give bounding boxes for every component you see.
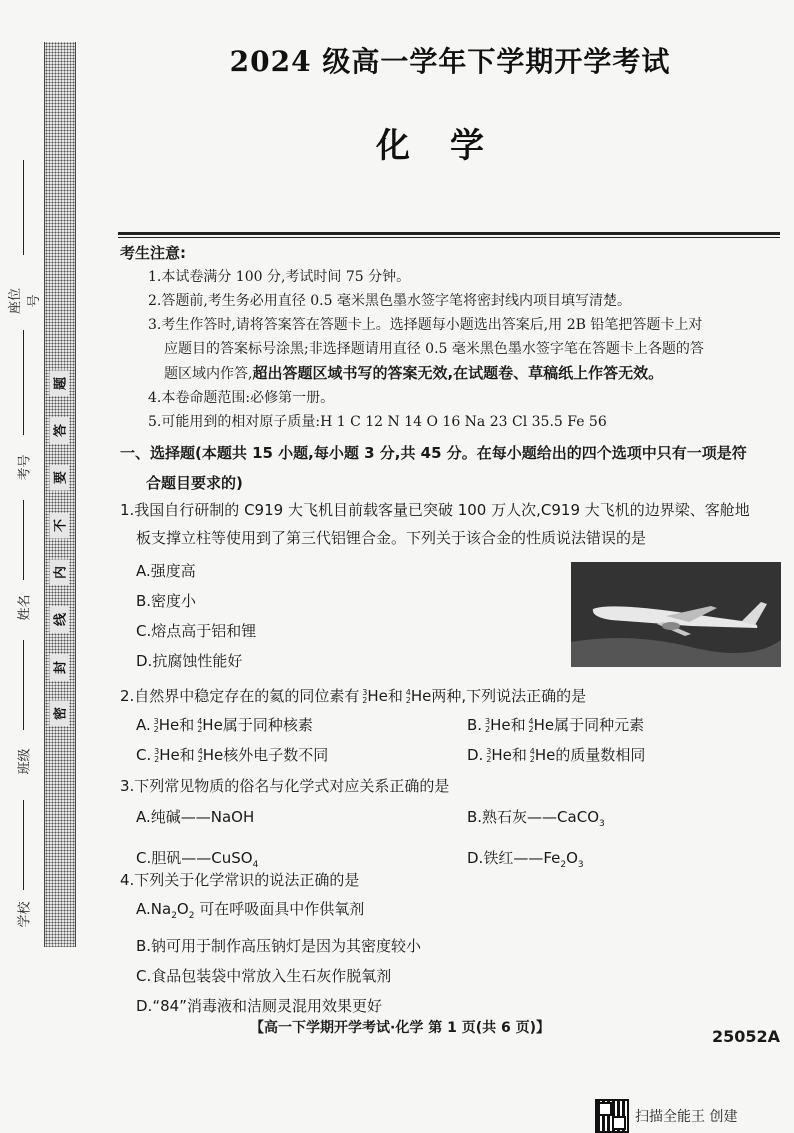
- section-heading: [120, 438, 782, 498]
- mass-4: 4: [529, 746, 535, 756]
- name-label: 姓名: [17, 594, 33, 621]
- mass-number: [195, 748, 203, 764]
- he-symbol: He: [202, 716, 223, 734]
- he-symbol: He: [202, 746, 224, 764]
- option-b: B.密度小: [136, 592, 197, 610]
- seat-number-label: 座位号: [8, 287, 42, 314]
- option-text: B.熟石灰——CaCO: [467, 808, 600, 826]
- atomic-number: 2: [484, 724, 491, 734]
- notice-item: 3.考生作答时,请将答案答在答题卡上。选择题每小题选出答案后,用 2B 铅笔把答题卡上对: [148, 317, 703, 333]
- option-label: B.: [467, 716, 483, 734]
- question-stem: 4.下列关于化学常识的说法正确的是: [120, 871, 360, 889]
- mass-number: [151, 748, 159, 764]
- c919-airplane-photo: [571, 562, 781, 667]
- question-stem: 3.下列常见物质的俗名与化学式对应关系正确的是: [120, 777, 450, 795]
- scanner-watermark: [595, 1099, 737, 1133]
- option-d: [451, 740, 782, 770]
- he-symbol: He: [158, 716, 180, 734]
- exam-id-label: 考号: [17, 454, 33, 481]
- seal-char: 内: [50, 560, 69, 586]
- section-line: 合题目要求的): [146, 474, 243, 492]
- exam-id-line: [23, 330, 24, 435]
- option-text: O: [176, 900, 189, 918]
- option-text: 的质量数相同: [555, 746, 646, 764]
- notice-text: 题区域内作答,: [164, 366, 253, 382]
- seal-char: 题: [50, 371, 69, 397]
- he-symbol: He: [410, 687, 432, 705]
- mass-3: 3: [486, 746, 492, 756]
- option-label: A.: [136, 716, 151, 734]
- atomic-number: 2: [362, 695, 368, 705]
- seal-strip: [44, 42, 76, 947]
- q2-stem-a: 2.自然界中稳定存在的氦的同位素有: [120, 687, 360, 705]
- question-stem: 1.我国自行研制的 C919 大飞机目前载客量已突破 100 万人次,C919 大飞机的边界梁、客舱地: [120, 501, 750, 519]
- mass-number: [482, 718, 490, 734]
- notice-item-cont: [120, 361, 782, 386]
- atomic-number: 2: [153, 724, 159, 734]
- atomic-number: 2: [197, 724, 203, 734]
- notice-emphasis: 超出答题区域书写的答案无效,在试题卷、草稿纸上作答无效。: [252, 364, 664, 382]
- he-symbol: He: [533, 716, 555, 734]
- option-b: B.钠可用于制作高压钠灯是因为其密度较小: [136, 937, 422, 955]
- question-4: [120, 866, 782, 1021]
- mass-4: 4: [528, 716, 534, 726]
- mass-3: 3: [153, 716, 159, 726]
- question-2: [120, 682, 782, 770]
- he-symbol: He: [159, 746, 180, 764]
- notice-item: 4.本卷命题范围:必修第一册。: [148, 390, 335, 406]
- he-symbol: He: [490, 716, 511, 734]
- airplane-icon: [571, 562, 781, 667]
- and-text: 和: [179, 746, 195, 764]
- option-b: [451, 710, 782, 740]
- exam-title: 2024 级高一学年下学期开学考试: [229, 45, 671, 78]
- option-b: [451, 800, 782, 841]
- seal-char: 不: [50, 513, 69, 539]
- q2-stem-c: 两种,下列说法正确的是: [431, 687, 587, 705]
- atomic-number: 2: [528, 724, 534, 734]
- option-text: O: [566, 849, 578, 867]
- page-footer: 【高一下学期开学考试·化学 第 1 页(共 6 页)】: [250, 1020, 550, 1036]
- q2-stem-b: 和: [387, 687, 403, 705]
- mass-number: [403, 689, 411, 705]
- divider: [118, 237, 780, 238]
- mass-3: 3: [154, 746, 160, 756]
- subscript: 2: [188, 911, 195, 921]
- and-text: 和: [510, 716, 526, 734]
- mass-3: 3: [362, 687, 368, 697]
- atomic-number: 2: [529, 754, 535, 764]
- he-symbol: He: [491, 746, 512, 764]
- option-a: [120, 894, 782, 931]
- mass-number: [194, 718, 202, 734]
- mass-number: [483, 748, 491, 764]
- option-text: D.铁红——Fe: [467, 849, 561, 867]
- option-c: [120, 740, 451, 770]
- notice-item-cont: 应题目的答案标号涂黑;非选择题请用直径 0.5 毫米黑色墨水签字笔在答题卡上各题的答: [164, 341, 704, 357]
- seat-line: [23, 160, 24, 255]
- name-line: [23, 500, 24, 580]
- option-text: A.Na: [136, 900, 172, 918]
- paper-code: 25052A: [712, 1027, 781, 1046]
- and-text: 和: [511, 746, 527, 764]
- option-a: A.强度高: [136, 562, 196, 580]
- atomic-number: 2: [486, 754, 492, 764]
- class-label: 班级: [17, 748, 33, 775]
- option-label: C.: [136, 746, 152, 764]
- he-symbol: He: [534, 746, 556, 764]
- subscript: 4: [252, 860, 259, 870]
- mass-4: 4: [197, 746, 203, 756]
- option-c: C.熔点高于铝和锂: [136, 622, 257, 640]
- option-text: C.胆矾——CuSO: [136, 849, 253, 867]
- notice-item: 5.可能用到的相对原子质量:H 1 C 12 N 14 O 16 Na 23 Cl 35.5 Fe 56: [148, 414, 607, 430]
- candidate-notice: [120, 241, 782, 434]
- divider: [118, 232, 780, 235]
- he-symbol: He: [367, 687, 388, 705]
- seal-char: 密: [50, 701, 69, 727]
- seal-char: 要: [50, 465, 69, 491]
- subscript: 3: [577, 860, 584, 870]
- subscript: 3: [599, 819, 605, 829]
- notice-heading: 考生注意:: [120, 244, 186, 262]
- question-stem: 板支撑立柱等使用到了第三代铝锂合金。下列关于该合金的性质说法错误的是: [136, 529, 647, 547]
- mass-number: [527, 748, 535, 764]
- mass-3: 3: [484, 716, 491, 726]
- seal-char: 封: [50, 655, 69, 681]
- notice-item: 1.本试卷满分 100 分,考试时间 75 分钟。: [148, 269, 411, 285]
- mass-number: [526, 718, 534, 734]
- option-text: 属于同种元素: [554, 716, 645, 734]
- option-c: C.食品包装袋中常放入生石灰作脱氧剂: [136, 967, 392, 985]
- scanner-text: 扫描全能王 创建: [635, 1109, 738, 1125]
- mass-number: [151, 718, 159, 734]
- section-line: 一、选择题(本题共 15 小题,每小题 3 分,共 45 分。在每小题给出的四个选项中只有一项是符: [120, 444, 747, 462]
- option-a: [120, 710, 451, 740]
- option-label: D.: [467, 746, 484, 764]
- mass-4: 4: [405, 687, 411, 697]
- notice-item: 2.答题前,考生务必用直径 0.5 毫米黑色墨水签字笔将密封线内项目填写清楚。: [148, 293, 631, 309]
- school-line: [23, 800, 24, 890]
- option-text: 属于同种核素: [222, 716, 313, 734]
- atomic-number: 2: [405, 695, 411, 705]
- mass-4: 4: [197, 716, 203, 726]
- question-stem: [120, 682, 782, 710]
- atomic-number: 2: [197, 754, 203, 764]
- option-d: D.“84”消毒液和洁厕灵混用效果更好: [136, 997, 382, 1015]
- option-text: 核外电子数不同: [223, 746, 329, 764]
- seal-char: 线: [50, 607, 69, 633]
- subscript: 2: [560, 860, 567, 870]
- and-text: 和: [179, 716, 195, 734]
- subject-title: 化学: [376, 126, 524, 166]
- option-d: D.抗腐蚀性能好: [136, 652, 243, 670]
- option-a: A.纯碱——NaOH: [136, 808, 255, 826]
- qr-code-icon: [595, 1099, 629, 1133]
- school-label: 学校: [17, 901, 33, 928]
- class-line: [23, 640, 24, 730]
- subscript: 2: [171, 911, 177, 921]
- mass-number: [359, 689, 367, 705]
- seal-char: 答: [50, 418, 69, 444]
- atomic-number: 2: [154, 754, 160, 764]
- option-text: 可在呼吸面具中作供氧剂: [194, 900, 365, 918]
